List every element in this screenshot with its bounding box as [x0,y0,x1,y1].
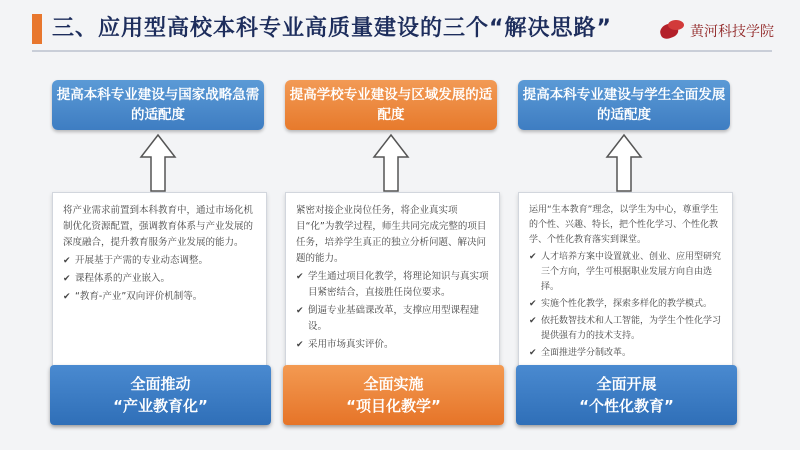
column-industry [52,80,270,130]
list-item: ✔ “教育-产业”双向评价机制等。 [63,289,258,305]
list-item: ✔ 开展基于产需的专业动态调整。 [63,253,258,269]
title-accent-bar [32,14,42,44]
column-top-label: 提高本科专业建设与学生全面发展的适配度 [518,80,730,130]
logo-emblem-icon [660,20,686,42]
check-icon: ✔ [529,316,537,326]
column-region [285,80,503,130]
list-item: ✔ 全面推进学分制改革。 [529,346,724,361]
panel-intro: 紧密对接企业岗位任务，将企业真实项目“化”为教学过程，师生共同完成完整的项目任务，培养学生真正的独立分析问题、解决问题的能力。 [296,205,487,264]
list-item: ✔ 依托数智技术和人工智能，为学生个性化学习提供强有力的技术支持。 [529,316,722,341]
header-divider [32,50,772,52]
page-title: 三、应用型高校本科专业高质量建设的三个“解决思路” [52,16,612,41]
check-icon: ✔ [529,299,537,309]
up-arrow-icon [605,133,643,193]
school-logo [660,18,780,44]
check-icon: ✔ [63,274,71,284]
column-top-label: 提高学校专业建设与区域发展的适配度 [285,80,497,130]
list-item: ✔ 实施个性化教学，探索多样化的教学模式。 [529,297,724,312]
column-student [518,80,736,130]
up-arrow-icon [139,133,177,193]
check-icon: ✔ [63,256,71,266]
list-item: ✔ 倒逼专业基础课改革，支撑应用型课程建设。 [296,305,480,332]
column-bottom-banner: 全面推动 “产业教育化” [50,365,271,425]
list-item: ✔ 采用市场真实评价。 [296,337,491,353]
logo-text: 黄河科技学院 [690,24,774,40]
check-icon: ✔ [529,252,537,262]
column-detail-panel [52,192,267,424]
list-item: ✔ 人才培养方案中设置就业、创业、应用型研究三个方向，学生可根据职业发展方向自由选择。 [529,252,722,292]
check-icon: ✔ [63,292,71,302]
check-icon: ✔ [296,306,304,316]
list-item: ✔ 学生通过项目化教学，将理论知识与真实项目紧密结合，直接胜任岗位要求。 [296,271,489,298]
list-item: ✔ 课程体系的产业嵌入。 [63,271,258,287]
column-bottom-banner: 全面开展 “个性化教育” [516,365,737,425]
column-detail-panel [518,192,733,424]
column-bottom-banner: 全面实施 “项目化教学” [283,365,504,425]
check-icon: ✔ [296,272,304,282]
up-arrow-icon [372,133,410,193]
panel-intro: 将产业需求前置到本科教育中，通过市场化机制优化资源配置，强调教育体系与产业发展的深度融合，提升教育服务产业发展的能力。 [63,205,254,248]
panel-intro: 运用“生本教育”理念，以学生为中心，尊重学生的个性、兴趣、特长，把个性化学习、个性化教学、个性化教育落实到课堂。 [529,205,719,245]
check-icon: ✔ [296,340,304,350]
column-detail-panel [285,192,500,424]
column-top-label: 提高本科专业建设与国家战略急需的适配度 [52,80,264,130]
check-icon: ✔ [529,348,537,358]
